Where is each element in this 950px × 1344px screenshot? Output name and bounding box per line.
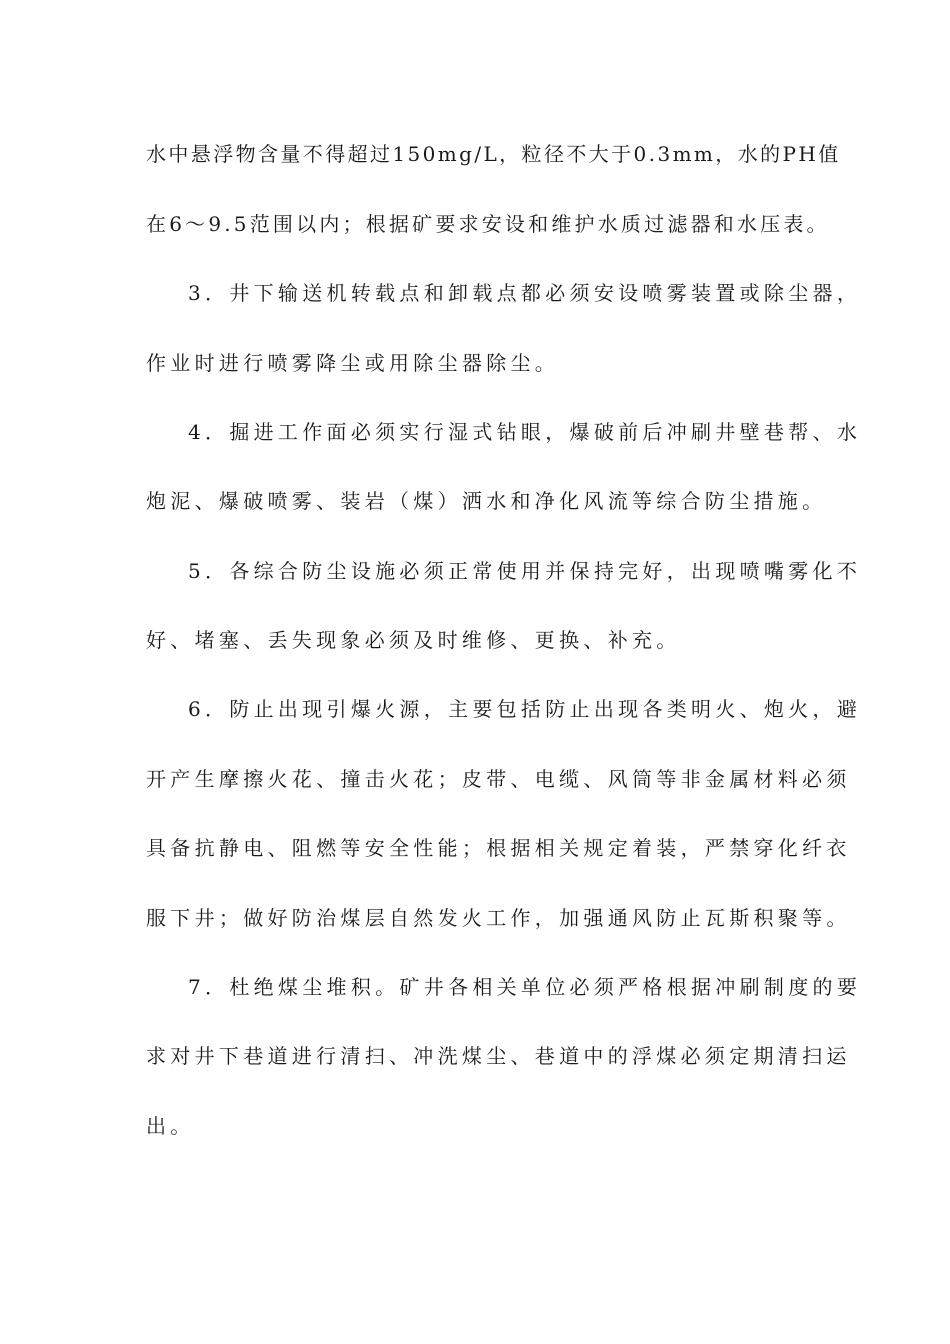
paragraph-line: 服下井；做好防治煤层自然发火工作，加强通风防止瓦斯积聚等。: [146, 906, 851, 930]
paragraph-line: 6．防止出现引爆火源，主要包括防止出现各类明火、炮火，避: [188, 697, 862, 721]
paragraph-line: 在6～9.5范围以内；根据矿要求安设和维护水质过滤器和水压表。: [146, 212, 830, 236]
paragraph-line: 7．杜绝煤尘堆积。矿井各相关单位必须严格根据冲刷制度的要: [188, 975, 862, 999]
paragraph-line: 求对井下巷道进行清扫、冲洗煤尘、巷道中的浮煤必须定期清扫运: [146, 1044, 851, 1068]
paragraph-line: 4．掘进工作面必须实行湿式钻眼，爆破前后冲刷井壁巷帮、水: [188, 420, 862, 444]
paragraph-line: 好、堵塞、丢失现象必须及时维修、更换、补充。: [146, 628, 681, 652]
paragraph-line: 具备抗静电、阻燃等安全性能；根据相关规定着装，严禁穿化纤衣: [146, 836, 851, 860]
paragraph-line: 水中悬浮物含量不得超过150mg/L，粒径不大于0.3mm，水的PH值: [146, 142, 841, 166]
paragraph-line: 开产生摩擦火花、撞击火花；皮带、电缆、风筒等非金属材料必须: [146, 767, 851, 791]
paragraph-line: 炮泥、爆破喷雾、装岩（煤）洒水和净化风流等综合防尘措施。: [146, 489, 827, 513]
paragraph-line: 3．井下输送机转载点和卸载点都必须安设喷雾装置或除尘器，: [188, 281, 862, 305]
paragraph-line: 作业时进行喷雾降尘或用除尘器除尘。: [146, 351, 560, 375]
paragraph-line: 出。: [146, 1114, 195, 1138]
paragraph-line: 5．各综合防尘设施必须正常使用并保持完好，出现喷嘴雾化不: [188, 559, 862, 583]
